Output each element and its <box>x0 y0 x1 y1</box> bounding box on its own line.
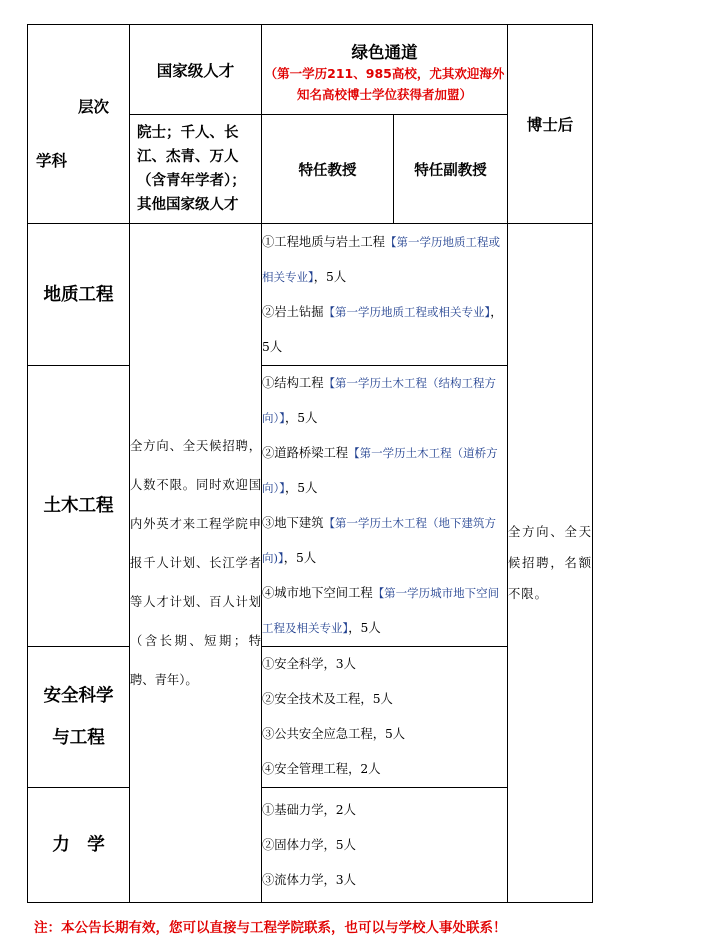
position-item: ②固体力学，5人 <box>262 837 356 852</box>
position-item: ①基础力学，2人 <box>262 802 356 817</box>
position-item: ①安全科学，3人 <box>262 657 356 671</box>
position-item: ③公共安全应急工程，5人 <box>262 727 406 741</box>
position-item: ④城市地下空间工程【第一学历城市地下空间工程及相关专业】，5人 <box>262 586 500 635</box>
corner-subject-label: 学科 <box>36 152 68 170</box>
recruitment-table <box>27 24 593 903</box>
position-item: ④安全管理工程，2人 <box>262 762 381 776</box>
subject-safety-science-engineering: 安全科学与工程 <box>28 647 130 788</box>
subject-mechanics: 力 学 <box>28 788 130 903</box>
position-item: ①工程地质与岩土工程【第一学历地质工程或相关专业】，5人 <box>262 234 500 284</box>
positions-mechanics <box>262 788 508 903</box>
positions-safety-science-engineering <box>262 647 508 788</box>
postdoc-header: 博士后 <box>508 25 593 224</box>
postdoc-body: 全方向、全天候招聘，名额不限。 <box>508 224 593 903</box>
national-talent-body: 全方向、全天候招聘，人数不限。同时欢迎国内外英才来工程学院申报千人计划、长江学者等人才计划、百人计划（含长期、短期；特聘、青年）。 <box>130 224 262 903</box>
green-channel-header <box>262 25 508 115</box>
footer-note: 注：本公告长期有效，您可以直接与工程学院联系，也可以与学校人事处联系！ <box>34 920 507 936</box>
green-channel-note: （第一学历211、985高校，尤其欢迎海外知名高校博士学位获得者加盟） <box>264 65 505 102</box>
national-talent-header: 国家级人才 <box>130 25 262 115</box>
corner-cell <box>28 25 130 224</box>
corner-level-label: 层次 <box>78 98 110 116</box>
positions-civil-engineering <box>262 366 508 647</box>
positions-geological-engineering <box>262 224 508 366</box>
position-item: ②安全技术及工程，5人 <box>262 692 393 706</box>
position-item: ③地下建筑【第一学历土木工程（地下建筑方向)】，5人 <box>262 516 496 565</box>
green-channel-title: 绿色通道 <box>351 42 418 62</box>
subject-civil-engineering: 土木工程 <box>28 366 130 647</box>
distinguished-associate-professor-header: 特任副教授 <box>394 115 508 224</box>
subject-geological-engineering: 地质工程 <box>28 224 130 366</box>
distinguished-professor-header: 特任教授 <box>262 115 394 224</box>
position-item: ③流体力学，3人 <box>262 872 356 887</box>
position-item: ②岩土钻掘【第一学历地质工程或相关专业】，5人 <box>262 304 503 354</box>
position-item: ①结构工程【第一学历土木工程（结构工程方向）】，5人 <box>262 376 496 425</box>
position-item: ②道路桥梁工程【第一学历土木工程（道桥方向）】，5人 <box>262 446 498 495</box>
national-talent-detail: 院士；千人、长江、杰青、万人（含青年学者）；其他国家级人才 <box>130 115 262 224</box>
